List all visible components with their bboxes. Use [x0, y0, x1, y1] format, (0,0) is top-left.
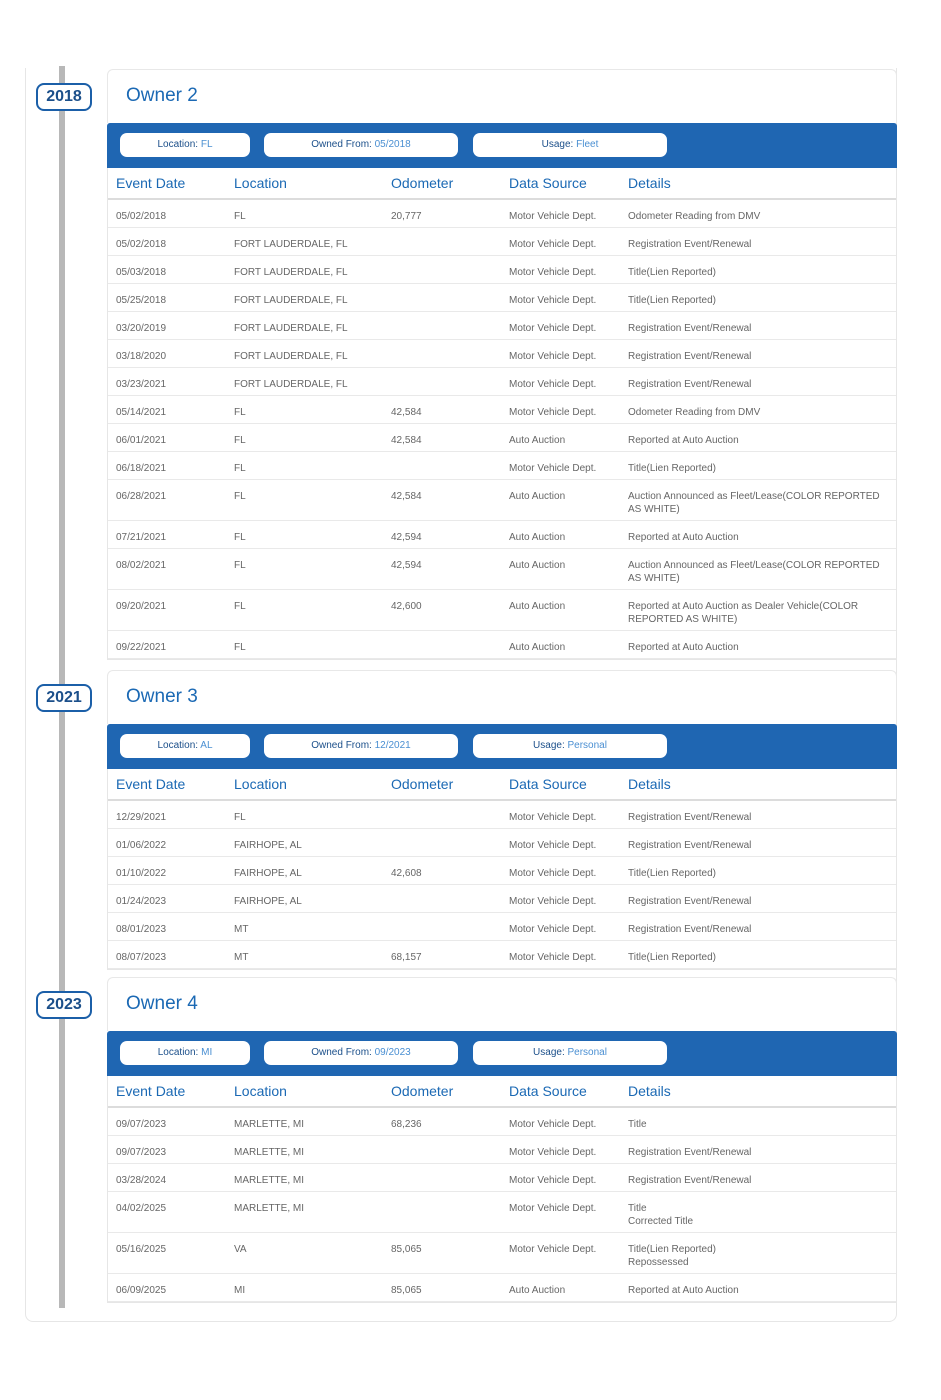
- cell-event-date: 01/24/2023: [116, 896, 167, 907]
- owned-from-pill-value: 09/2023: [374, 1047, 411, 1058]
- cell-details: Reported at Auto Auction: [628, 1285, 739, 1296]
- cell-data-source: Motor Vehicle Dept.: [509, 952, 597, 963]
- cell-details: Registration Event/Renewal: [628, 323, 752, 334]
- cell-data-source: Motor Vehicle Dept.: [509, 868, 597, 879]
- cell-event-date: 03/28/2024: [116, 1175, 167, 1186]
- cell-data-source: Motor Vehicle Dept.: [509, 351, 597, 362]
- cell-data-source: Auto Auction: [509, 491, 566, 502]
- location-pill-label: Location:: [157, 139, 199, 150]
- table-row: [108, 200, 896, 228]
- cell-location: FAIRHOPE, AL: [234, 868, 302, 879]
- cell-odometer: 85,065: [391, 1244, 422, 1255]
- owned-from-pill-label: Owned From:: [311, 1047, 372, 1058]
- cell-event-date: 07/21/2021: [116, 532, 167, 543]
- cell-odometer: 42,600: [391, 601, 422, 612]
- cell-odometer: 42,594: [391, 532, 422, 543]
- cell-details: Registration Event/Renewal: [628, 896, 752, 907]
- cell-data-source: Motor Vehicle Dept.: [509, 924, 597, 935]
- cell-event-date: 03/23/2021: [116, 379, 167, 390]
- column-header-details: Details: [628, 1083, 671, 1099]
- cell-data-source: Motor Vehicle Dept.: [509, 323, 597, 334]
- table-row: [108, 1274, 896, 1302]
- table-row: [108, 1192, 896, 1233]
- table-row: [108, 829, 896, 857]
- cell-details: Title(Lien Reported): [628, 463, 717, 474]
- cell-location: VA: [234, 1244, 247, 1255]
- cell-location: FAIRHOPE, AL: [234, 840, 302, 851]
- cell-event-date: 09/07/2023: [116, 1147, 167, 1158]
- events-table: [107, 769, 897, 970]
- cell-details: Odometer Reading from DMV: [628, 407, 761, 418]
- cell-details: Reported at Auto Auction: [628, 642, 739, 653]
- usage-pill-label: Usage:: [533, 740, 565, 751]
- details-line: Title: [628, 1203, 647, 1214]
- cell-details: Registration Event/Renewal: [628, 924, 752, 935]
- cell-details: Auction Announced as Fleet/Lease(COLOR REPORTED AS WHITE): [628, 560, 880, 584]
- cell-event-date: 04/02/2025: [116, 1203, 167, 1214]
- cell-details: Registration Event/Renewal: [628, 812, 752, 823]
- cell-event-date: 05/03/2018: [116, 267, 167, 278]
- table-row: [108, 452, 896, 480]
- cell-data-source: Motor Vehicle Dept.: [509, 239, 597, 250]
- cell-data-source: Motor Vehicle Dept.: [509, 267, 597, 278]
- cell-data-source: Motor Vehicle Dept.: [509, 1203, 597, 1214]
- cell-details: Auction Announced as Fleet/Lease(COLOR REPORTED AS WHITE): [628, 491, 880, 515]
- location-pill: [120, 734, 250, 758]
- cell-location: FORT LAUDERDALE, FL: [234, 379, 348, 390]
- owned-from-pill-value: 05/2018: [374, 139, 411, 150]
- table-row: [108, 228, 896, 256]
- events-table: [107, 168, 897, 660]
- cell-data-source: Auto Auction: [509, 1285, 566, 1296]
- owned-from-pill: [264, 133, 458, 157]
- cell-event-date: 09/22/2021: [116, 642, 167, 653]
- cell-data-source: Motor Vehicle Dept.: [509, 1175, 597, 1186]
- cell-event-date: 05/16/2025: [116, 1244, 167, 1255]
- cell-data-source: Auto Auction: [509, 560, 566, 571]
- column-header-data-source: Data Source: [509, 776, 587, 792]
- cell-details: Registration Event/Renewal: [628, 1147, 752, 1158]
- cell-event-date: 06/28/2021: [116, 491, 167, 502]
- cell-details: Reported at Auto Auction: [628, 532, 739, 543]
- usage-pill: [473, 1041, 667, 1065]
- cell-data-source: Motor Vehicle Dept.: [509, 379, 597, 390]
- owner-section: [107, 670, 897, 970]
- owner-info-bar: [107, 724, 897, 769]
- table-row: [108, 631, 896, 659]
- cell-details: Title: [628, 1119, 647, 1130]
- cell-data-source: Motor Vehicle Dept.: [509, 407, 597, 418]
- table-row: [108, 1136, 896, 1164]
- cell-location: FORT LAUDERDALE, FL: [234, 295, 348, 306]
- cell-location: FL: [234, 642, 246, 653]
- cell-location: FL: [234, 407, 246, 418]
- table-row: [108, 1108, 896, 1136]
- table-row: [108, 284, 896, 312]
- cell-odometer: 85,065: [391, 1285, 422, 1296]
- cell-details: Reported at Auto Auction: [628, 435, 739, 446]
- cell-location: FL: [234, 532, 246, 543]
- cell-location: MI: [234, 1285, 246, 1296]
- table-row: [108, 480, 896, 521]
- cell-odometer: 42,594: [391, 560, 422, 571]
- year-badge: 2023: [36, 991, 92, 1019]
- cell-event-date: 05/02/2018: [116, 239, 167, 250]
- cell-event-date: 08/07/2023: [116, 952, 167, 963]
- cell-location: FORT LAUDERDALE, FL: [234, 267, 348, 278]
- year-badge: 2018: [36, 83, 92, 111]
- cell-event-date: 01/10/2022: [116, 868, 167, 879]
- location-pill-value: MI: [201, 1047, 213, 1058]
- cell-event-date: 09/20/2021: [116, 601, 167, 612]
- location-pill-value: AL: [200, 740, 213, 751]
- column-header-event-date: Event Date: [116, 776, 186, 792]
- owner-title: Owner 2: [126, 85, 198, 106]
- events-table: [107, 1076, 897, 1303]
- cell-data-source: Motor Vehicle Dept.: [509, 295, 597, 306]
- cell-location: FAIRHOPE, AL: [234, 896, 302, 907]
- cell-data-source: Motor Vehicle Dept.: [509, 463, 597, 474]
- location-pill: [120, 1041, 250, 1065]
- cell-details: Registration Event/Renewal: [628, 239, 752, 250]
- owner-info-bar: [107, 123, 897, 168]
- cell-location: FL: [234, 601, 246, 612]
- table-row: [108, 368, 896, 396]
- table-row: [108, 913, 896, 941]
- cell-location: MARLETTE, MI: [234, 1203, 305, 1214]
- column-header-data-source: Data Source: [509, 1083, 587, 1099]
- cell-location: FL: [234, 491, 246, 502]
- table-row: [108, 340, 896, 368]
- cell-location: FORT LAUDERDALE, FL: [234, 239, 348, 250]
- cell-data-source: Motor Vehicle Dept.: [509, 840, 597, 851]
- usage-pill: [473, 734, 667, 758]
- cell-location: MT: [234, 924, 249, 935]
- table-row: [108, 857, 896, 885]
- cell-location: FL: [234, 211, 246, 222]
- column-header-details: Details: [628, 175, 671, 191]
- column-header-odometer: Odometer: [391, 175, 454, 191]
- column-header-event-date: Event Date: [116, 175, 186, 191]
- column-header-event-date: Event Date: [116, 1083, 186, 1099]
- table-row: [108, 521, 896, 549]
- cell-details: [628, 1202, 893, 1228]
- cell-location: MARLETTE, MI: [234, 1175, 305, 1186]
- table-header: [108, 168, 896, 200]
- location-pill-value: FL: [200, 139, 213, 150]
- usage-pill-value: Fleet: [576, 139, 599, 150]
- usage-pill-value: Personal: [567, 740, 607, 751]
- cell-location: MARLETTE, MI: [234, 1147, 305, 1158]
- location-pill-label: Location:: [157, 740, 199, 751]
- column-header-odometer: Odometer: [391, 776, 454, 792]
- cell-location: FORT LAUDERDALE, FL: [234, 351, 348, 362]
- table-row: [108, 424, 896, 452]
- location-pill-label: Location:: [157, 1047, 199, 1058]
- cell-event-date: 05/25/2018: [116, 295, 167, 306]
- table-row: [108, 1233, 896, 1274]
- owned-from-pill: [264, 1041, 458, 1065]
- cell-odometer: 42,584: [391, 435, 422, 446]
- column-header-data-source: Data Source: [509, 175, 587, 191]
- cell-data-source: Auto Auction: [509, 601, 566, 612]
- owner-header: [107, 69, 897, 123]
- cell-data-source: Auto Auction: [509, 532, 566, 543]
- cell-data-source: Motor Vehicle Dept.: [509, 896, 597, 907]
- table-row: [108, 312, 896, 340]
- cell-data-source: Auto Auction: [509, 642, 566, 653]
- cell-details: Registration Event/Renewal: [628, 351, 752, 362]
- cell-details: Reported at Auto Auction as Dealer Vehicle(COLOR REPORTED AS WHITE): [628, 601, 859, 625]
- owner-section: [107, 69, 897, 660]
- table-row: [108, 1164, 896, 1192]
- column-header-location: Location: [234, 175, 287, 191]
- table-row: [108, 256, 896, 284]
- year-badge: 2021: [36, 684, 92, 712]
- cell-odometer: 42,608: [391, 868, 422, 879]
- owner-header: [107, 670, 897, 724]
- cell-location: MARLETTE, MI: [234, 1119, 305, 1130]
- cell-event-date: 12/29/2021: [116, 812, 167, 823]
- cell-details: Odometer Reading from DMV: [628, 211, 761, 222]
- location-pill: [120, 133, 250, 157]
- cell-details: Registration Event/Renewal: [628, 840, 752, 851]
- cell-details: Title(Lien Reported): [628, 952, 717, 963]
- column-header-details: Details: [628, 776, 671, 792]
- cell-location: FL: [234, 560, 246, 571]
- cell-event-date: 06/18/2021: [116, 463, 167, 474]
- column-header-location: Location: [234, 1083, 287, 1099]
- cell-event-date: 03/20/2019: [116, 323, 167, 334]
- cell-details: Registration Event/Renewal: [628, 1175, 752, 1186]
- cell-event-date: 03/18/2020: [116, 351, 167, 362]
- owner-header: [107, 977, 897, 1031]
- cell-data-source: Motor Vehicle Dept.: [509, 1119, 597, 1130]
- cell-data-source: Motor Vehicle Dept.: [509, 812, 597, 823]
- owner-title: Owner 3: [126, 686, 198, 707]
- cell-event-date: 06/09/2025: [116, 1285, 167, 1296]
- owner-section: [107, 977, 897, 1303]
- table-header: [108, 1076, 896, 1108]
- table-row: [108, 801, 896, 829]
- cell-event-date: 05/14/2021: [116, 407, 167, 418]
- column-header-odometer: Odometer: [391, 1083, 454, 1099]
- details-line-secondary: Corrected Title: [628, 1216, 694, 1227]
- cell-event-date: 08/02/2021: [116, 560, 167, 571]
- owned-from-pill-value: 12/2021: [374, 740, 411, 751]
- cell-details: Title(Lien Reported): [628, 868, 717, 879]
- cell-location: FL: [234, 812, 246, 823]
- usage-pill: [473, 133, 667, 157]
- cell-location: MT: [234, 952, 249, 963]
- cell-odometer: 42,584: [391, 407, 422, 418]
- owned-from-pill-label: Owned From:: [311, 139, 372, 150]
- usage-pill-label: Usage:: [533, 1047, 565, 1058]
- cell-event-date: 08/01/2023: [116, 924, 167, 935]
- owner-title: Owner 4: [126, 993, 198, 1014]
- owner-info-bar: [107, 1031, 897, 1076]
- table-row: [108, 885, 896, 913]
- cell-data-source: Motor Vehicle Dept.: [509, 1147, 597, 1158]
- cell-location: FL: [234, 435, 246, 446]
- table-row: [108, 396, 896, 424]
- cell-data-source: Motor Vehicle Dept.: [509, 211, 597, 222]
- cell-odometer: 68,236: [391, 1119, 422, 1130]
- cell-data-source: Motor Vehicle Dept.: [509, 1244, 597, 1255]
- cell-details: Registration Event/Renewal: [628, 379, 752, 390]
- cell-odometer: 68,157: [391, 952, 422, 963]
- usage-pill-label: Usage:: [541, 139, 574, 150]
- table-header: [108, 769, 896, 801]
- cell-details: [628, 1243, 893, 1269]
- cell-event-date: 09/07/2023: [116, 1119, 167, 1130]
- cell-event-date: 05/02/2018: [116, 211, 167, 222]
- cell-odometer: 42,584: [391, 491, 422, 502]
- table-row: [108, 590, 896, 631]
- owned-from-pill: [264, 734, 458, 758]
- details-line-secondary: Repossessed: [628, 1257, 689, 1268]
- cell-event-date: 06/01/2021: [116, 435, 167, 446]
- cell-data-source: Auto Auction: [509, 435, 566, 446]
- cell-event-date: 01/06/2022: [116, 840, 167, 851]
- cell-details: Title(Lien Reported): [628, 295, 717, 306]
- owned-from-pill-label: Owned From:: [311, 740, 372, 751]
- column-header-location: Location: [234, 776, 287, 792]
- table-row: [108, 941, 896, 969]
- cell-location: FORT LAUDERDALE, FL: [234, 323, 348, 334]
- cell-location: FL: [234, 463, 246, 474]
- table-row: [108, 549, 896, 590]
- cell-odometer: 20,777: [391, 211, 422, 222]
- usage-pill-value: Personal: [567, 1047, 607, 1058]
- cell-details: Title(Lien Reported): [628, 267, 717, 278]
- details-line: Title(Lien Reported): [628, 1244, 717, 1255]
